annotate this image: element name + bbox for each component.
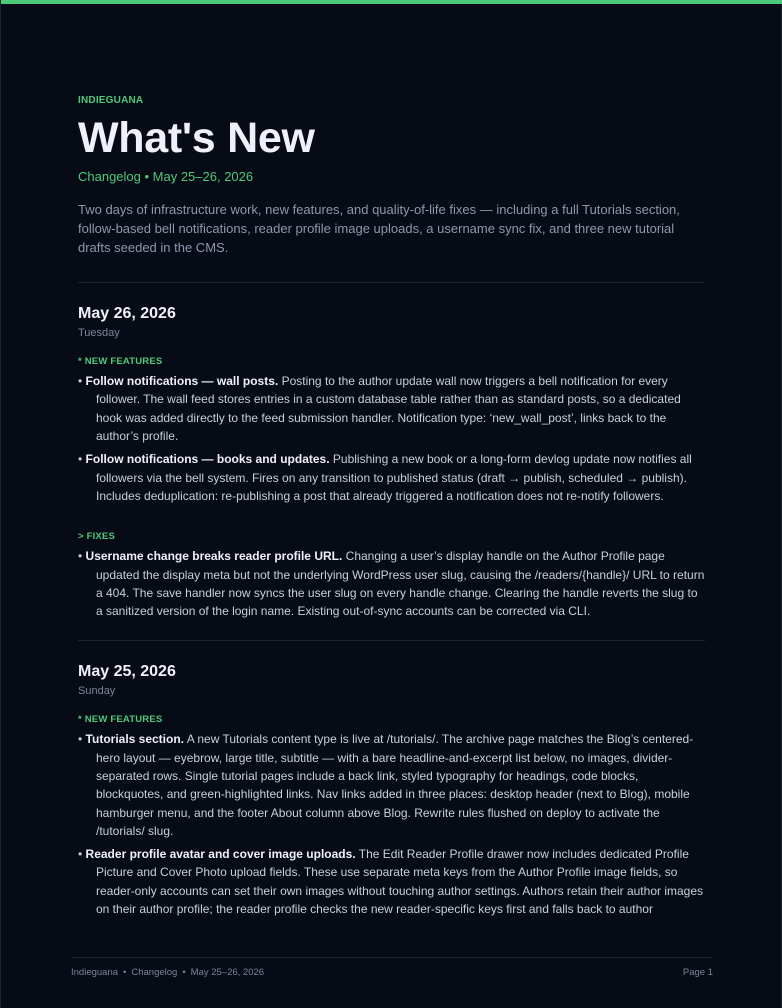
accent-top-bar	[1, 0, 782, 4]
item-title: Username change breaks reader profile URL.	[85, 549, 343, 564]
new-features-label: * NEW FEATURES	[78, 356, 163, 368]
footer-site: Indieguana	[71, 967, 119, 978]
intro-paragraph: Two days of infrastructure work, new features, and quality-of-life fixes — including a full Tutorials section, follow-based bell notifications, reader profile image uploads, a username sync fix, and three new tutorial drafts seeded in the CMS.	[78, 202, 680, 256]
item-body: A new Tutorials content type is live at /tutorials/. The archive page matches the Blog’s centered-hero layout — eyebrow, large title, subtitle — with a bare headline-and-excerpt list below, no images, divider-separated rows. Single tutorial pages include a back link, styled typography for headings, code blocks, blockquotes, and green-highlighted links. Nav links added in three places: desktop header (next to Blog), mobile hamburger menu, and the footer About column above Blog. Rewrite rules flushed on deploy to activate the /tutorials/ slug.	[96, 732, 694, 838]
changelog-item: • Username change breaks reader profile URL. Changing a user’s display handle on the Author Profile page updated the display meta but not the underlying WordPress user slug, causing the /readers/{handle}/ URL to return a 404. The save handler now syncs the user slug on every handle change. Clearing the handle reverts the slug to a sanitized version of the login name. Existing out-of-sync accounts can be corrected via CLI.	[78, 549, 705, 619]
day-weekday: Sunday	[78, 685, 116, 698]
day-weekday: Tuesday	[78, 327, 120, 340]
item-body: Changing a user’s display handle on the Author Profile page updated the display meta but not the underlying WordPress user slug, causing the /readers/{handle}/ URL to return a 404. The save handler now syncs the user slug on every handle change. Clearing the handle reverts the slug to a sanitized version of the login name. Existing out-of-sync accounts can be corrected via CLI.	[96, 549, 705, 619]
section-divider	[78, 282, 705, 283]
item-title: Follow notifications — wall posts.	[85, 374, 279, 389]
footer-separator: •	[182, 967, 186, 978]
day-section-may-26	[78, 305, 705, 620]
footer-divider	[71, 957, 713, 958]
item-title: Reader profile avatar and cover image uploads.	[85, 847, 356, 862]
page-subtitle: Changelog • May 25–26, 2026	[78, 169, 254, 185]
fixes-label: > FIXES	[78, 531, 116, 543]
page-footer	[71, 967, 713, 978]
new-features-label: * NEW FEATURES	[78, 714, 163, 726]
item-body: The Edit Reader Profile drawer now includes dedicated Profile Picture and Cover Photo upload fields. These use separate meta keys from the Author Profile image fields, so reader-only accounts can set their own images without touching author settings. Authors retain their author images on their author profile; the reader profile checks the new reader-specific keys first and falls back to author	[96, 847, 704, 917]
changelog-item: • Tutorials section. A new Tutorials content type is live at /tutorials/. The archive page matches the Blog’s centered-hero layout — eyebrow, large title, subtitle — with a bare headline-and-excerpt list below, no images, divider-separated rows. Single tutorial pages include a back link, styled typography for headings, code blocks, blockquotes, and green-highlighted links. Nav links added in three places: desktop header (next to Blog), mobile hamburger menu, and the footer About column above Blog. Rewrite rules flushed on deploy to activate the /tutorials/ slug.	[78, 732, 694, 838]
item-title: Follow notifications — books and updates.	[85, 452, 330, 467]
day-date: May 26, 2026	[78, 305, 176, 323]
day-section-may-25	[78, 663, 705, 918]
footer-dates: May 25–26, 2026	[190, 967, 265, 978]
page-title: What's New	[78, 114, 315, 162]
section-divider	[78, 640, 705, 641]
footer-meta	[71, 967, 264, 978]
brand-eyebrow: INDIEGUANA	[78, 95, 144, 106]
page-content	[78, 95, 705, 918]
day-date: May 25, 2026	[78, 663, 176, 681]
changelog-item: • Follow notifications — books and updates. Publishing a new book or a long-form devlog update now notifies all followers via the bell system. Fires on any transition to published status (draft → publish, scheduled → publish). Includes deduplication: re-publishing a post that already triggered a notification does not re-notify followers.	[78, 452, 692, 503]
footer-separator: •	[123, 967, 127, 978]
item-title: Tutorials section.	[85, 732, 185, 747]
changelog-item: • Reader profile avatar and cover image uploads. The Edit Reader Profile drawer now includes dedicated Profile Picture and Cover Photo upload fields. These use separate meta keys from the Author Profile image fields, so reader-only accounts can set their own images without touching author settings. Authors retain their author images on their author profile; the reader profile checks the new reader-specific keys first and falls back to author	[78, 847, 704, 917]
footer-section: Changelog	[131, 967, 178, 978]
item-body: Posting to the author update wall now triggers a bell notification for every follower. The wall feed stores entries in a custom database table rather than as standard posts, so a dedicated hook was added directly to the feed submission handler. Notification type: ‘new_wall_post’, links back to the author’s profile.	[96, 374, 681, 444]
page-number: Page 1	[682, 967, 713, 978]
item-body: Publishing a new book or a long-form devlog update now notifies all followers via the bell system. Fires on any transition to published status (draft → publish, scheduled → publish). Includes deduplication: re-publishing a post that already triggered a notification does not re-notify followers.	[96, 452, 692, 503]
changelog-item: • Follow notifications — wall posts. Posting to the author update wall now triggers a bell notification for every follower. The wall feed stores entries in a custom database table rather than as standard posts, so a dedicated hook was added directly to the feed submission handler. Notification type: ‘new_wall_post’, links back to the author’s profile.	[78, 374, 681, 444]
